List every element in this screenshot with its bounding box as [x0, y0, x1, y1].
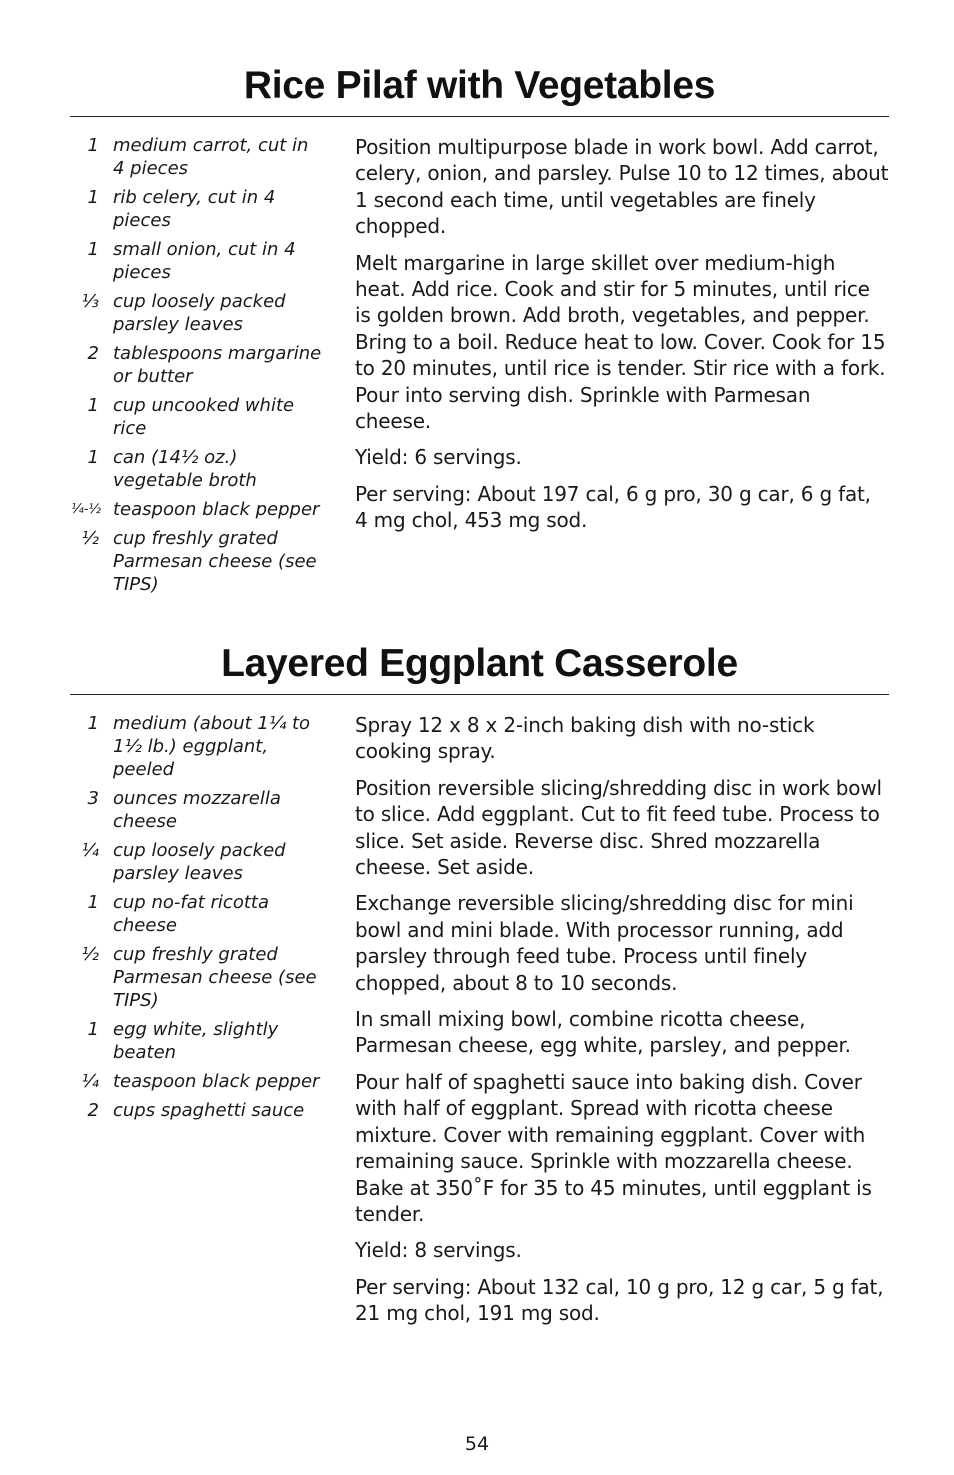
recipe-body [70, 134, 889, 602]
ingredient-text: cup uncooked white rice [113, 395, 295, 439]
ingredient-item [70, 498, 338, 521]
ingredient-qty: ¼ [81, 840, 99, 861]
ingredient-text: teaspoon black pepper [113, 1071, 320, 1092]
ingredient-item [70, 446, 338, 492]
direction-paragraph: Position multipurpose blade in work bowl. Add carrot, celery, onion, and parsley. Pulse 10 to 12 times, about 1 second each time, until vegetables are finely chopped. [355, 135, 889, 239]
ingredient-item [70, 891, 338, 937]
ingredient-item [70, 1070, 338, 1093]
ingredient-item [70, 1018, 338, 1064]
ingredient-list [70, 712, 338, 1337]
ingredient-item [70, 186, 338, 232]
ingredient-qty: ⅓ [81, 291, 99, 312]
ingredient-qty: 1 [87, 1019, 99, 1040]
ingredient-qty: ½ [81, 528, 99, 549]
recipe-rice-pilaf [70, 62, 889, 602]
direction-paragraph: Spray 12 x 8 x 2-inch baking dish with no-stick cooking spray. [355, 713, 815, 764]
ingredient-item [70, 712, 338, 781]
ingredient-qty: 1 [87, 187, 99, 208]
ingredient-text: cup no-fat ricotta cheese [113, 892, 269, 936]
direction-paragraph: Exchange reversible slicing/shredding disc for mini bowl and mini blade. With processor running, add parsley through feed tube. Process until finely chopped, about 8 to 10 seconds. [355, 891, 854, 995]
ingredient-qty: 3 [87, 788, 99, 809]
directions [355, 712, 889, 1337]
recipe-eggplant-casserole [70, 640, 889, 1337]
ingredient-text: cups spaghetti sauce [113, 1100, 305, 1121]
ingredient-text: ounces mozzarella cheese [113, 788, 281, 832]
ingredient-item [70, 394, 338, 440]
ingredient-text: small onion, cut in 4 pieces [113, 239, 296, 283]
yield-text: Yield: 8 servings. [355, 1238, 522, 1263]
directions [355, 134, 889, 602]
ingredient-qty: 1 [87, 892, 99, 913]
ingredient-text: medium (about 1¼ to 1½ lb.) eggplant, peeled [113, 713, 311, 780]
ingredient-text: can (14½ oz.) vegetable broth [113, 447, 257, 491]
ingredient-text: tablespoons margarine or butter [113, 343, 322, 387]
recipe-title: Rice Pilaf with Vegetables [70, 62, 889, 117]
ingredient-text: cup freshly grated Parmesan cheese (see TIPS) [113, 528, 317, 595]
direction-paragraph: Pour half of spaghetti sauce into baking dish. Cover with half of eggplant. Spread with ricotta cheese mixture. Cover with remaining eggplant. Cover with remaining sauce. Sprinkle with mozzarella cheese. Bake at 350˚F for 35 to 45 minutes, until eggplant is tender. [355, 1069, 872, 1226]
ingredient-qty: 1 [87, 713, 99, 734]
ingredient-qty: 1 [87, 135, 99, 156]
ingredient-item [70, 943, 338, 1012]
ingredient-text: cup loosely packed parsley leaves [113, 291, 286, 335]
ingredient-qty: 1 [87, 447, 99, 468]
ingredient-text: cup loosely packed parsley leaves [113, 840, 286, 884]
ingredient-text: egg white, slightly beaten [113, 1019, 279, 1063]
recipe-title: Layered Eggplant Casserole [70, 640, 889, 695]
ingredient-text: cup freshly grated Parmesan cheese (see TIPS) [113, 944, 317, 1011]
direction-paragraph: Melt margarine in large skillet over medium-high heat. Add rice. Cook and stir for 5 minutes, until rice is golden brown. Add broth, vegetables, and pepper. Bring to a boil. Reduce heat to low. Cover. Cook for 15 to 20 minutes, until rice is tender. Stir rice with a fork. Pour into serving dish. Sprinkle with Parmesan cheese. [355, 250, 886, 434]
ingredient-list [70, 134, 338, 602]
direction-paragraph: In small mixing bowl, combine ricotta cheese, Parmesan cheese, egg white, parsley, and pepper. [355, 1007, 851, 1058]
page-number: 54 [464, 1433, 490, 1455]
recipe-body [70, 712, 889, 1337]
ingredient-qty: 2 [87, 1100, 99, 1121]
ingredient-item [70, 342, 338, 388]
ingredient-item [70, 1099, 338, 1122]
ingredient-qty: ¼ [81, 1071, 99, 1092]
ingredient-item [70, 238, 338, 284]
ingredient-qty: 1 [87, 395, 99, 416]
ingredient-item [70, 527, 338, 596]
yield-text: Yield: 6 servings. [355, 445, 522, 470]
ingredient-qty: 1 [87, 239, 99, 260]
ingredient-qty: ¼-½ [71, 502, 101, 517]
ingredient-text: rib celery, cut in 4 pieces [113, 187, 276, 231]
ingredient-qty: ½ [81, 944, 99, 965]
ingredient-qty: 2 [87, 343, 99, 364]
ingredient-item [70, 134, 338, 180]
ingredient-item [70, 290, 338, 336]
ingredient-text: teaspoon black pepper [113, 499, 320, 520]
ingredient-item [70, 787, 338, 833]
ingredient-text: medium carrot, cut in 4 pieces [113, 135, 309, 179]
nutrition-text: Per serving: About 197 cal, 6 g pro, 30 g car, 6 g fat, 4 mg chol, 453 mg sod. [355, 481, 871, 533]
nutrition-text: Per serving: About 132 cal, 10 g pro, 12 g car, 5 g fat, 21 mg chol, 191 mg sod. [355, 1274, 884, 1326]
ingredient-item [70, 839, 338, 885]
direction-paragraph: Position reversible slicing/shredding disc in work bowl to slice. Add eggplant. Cut to fit feed tube. Process to slice. Set aside. Reverse disc. Shred mozzarella cheese. Set aside. [355, 775, 882, 880]
